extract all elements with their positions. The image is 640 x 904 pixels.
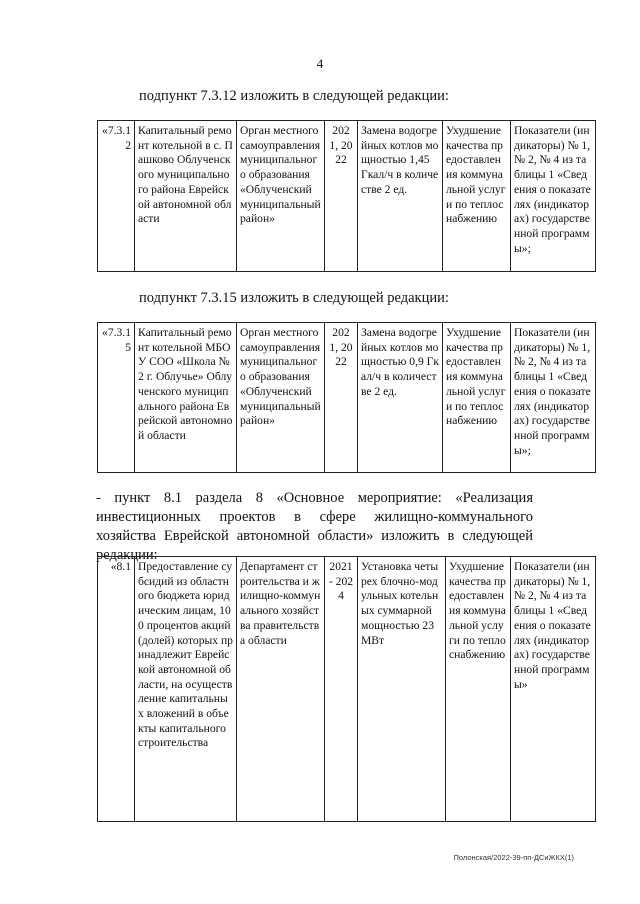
table-row: [98, 121, 596, 272]
cell-executor: Департамент строительства и жилищно-коммунального хозяйства правительства области: [237, 557, 325, 822]
cell-number: «7.3.15: [98, 323, 135, 473]
cell-indicators: Показатели (индикаторы) № 1, № 2, № 4 из таблицы 1 «Сведения о показателях (индикаторах) государственной программы»;: [511, 121, 596, 272]
cell-executor: Орган местного самоуправления муниципального образования «Облученский муниципальный район»: [237, 323, 325, 473]
cell-consequence: Ухудшение качества предоставления коммунальной услуги по теплоснабжению: [446, 557, 511, 822]
cell-result: Замена водогрейных котлов мощностью 0,9 Гкал/ч в количестве 2 ед.: [358, 323, 443, 473]
paragraph-8-1: - пункт 8.1 раздела 8 «Основное мероприятие: «Реализация инвестиционных проектов в сфере жилищно-коммунального хозяйства Еврейской автономной области» изложить в следующей редакции:: [96, 490, 533, 563]
cell-result: Установка четырех блочно-модульных котельных суммарной мощностью 23 МВт: [358, 557, 446, 822]
cell-result: Замена водогрейных котлов мощностью 1,45 Гкал/ч в количестве 2 ед.: [358, 121, 443, 272]
heading-7-3-15: подпункт 7.3.15 изложить в следующей редакции:: [139, 290, 449, 306]
cell-indicators: Показатели (индикаторы) № 1, № 2, № 4 из таблицы 1 «Сведения о показателях (индикаторах) государственной программы»: [511, 557, 596, 822]
page-number: 4: [316, 56, 324, 71]
cell-indicators: Показатели (индикаторы) № 1, № 2, № 4 из таблицы 1 «Сведения о показателях (индикаторах) государственной программы»;: [511, 323, 596, 473]
heading-7-3-12: подпункт 7.3.12 изложить в следующей редакции:: [139, 88, 449, 104]
table-row: [98, 557, 596, 822]
cell-consequence: Ухудшение качества предоставления коммунальной услуги по теплоснабжению: [443, 121, 511, 272]
footer-doc-id: Полонская/2022-39-пп-ДСиЖКХ(1): [453, 853, 574, 862]
cell-period: 2021, 2022: [325, 323, 358, 473]
cell-name: Капитальный ремонт котельной в с. Пашково Облученского муниципального района Еврейской автономной области: [135, 121, 237, 272]
cell-name: Предоставление субсидий из областного бюджета юридическим лицам, 100 процентов акций (долей) которых принадлежит Еврейской автономной области, на осуществление капитальных вложений в объекты капитального строительства: [135, 557, 237, 822]
table-row: [98, 323, 596, 473]
cell-consequence: Ухудшение качества предоставления коммунальной услуги по теплоснабжению: [443, 323, 511, 473]
table-7-3-12: [97, 120, 596, 272]
cell-period: 2021 - 2024: [325, 557, 358, 822]
cell-number: «8.1: [98, 557, 135, 822]
cell-period: 2021, 2022: [325, 121, 358, 272]
cell-executor: Орган местного самоуправления муниципального образования «Облученский муниципальный район»: [237, 121, 325, 272]
table-8-1: [97, 556, 596, 822]
cell-name: Капитальный ремонт котельной МБОУ СОО «Школа № 2 г. Облучье» Облученского муниципального района Еврейской автономной области: [135, 323, 237, 473]
table-7-3-15: [97, 322, 596, 473]
cell-number: «7.3.12: [98, 121, 135, 272]
